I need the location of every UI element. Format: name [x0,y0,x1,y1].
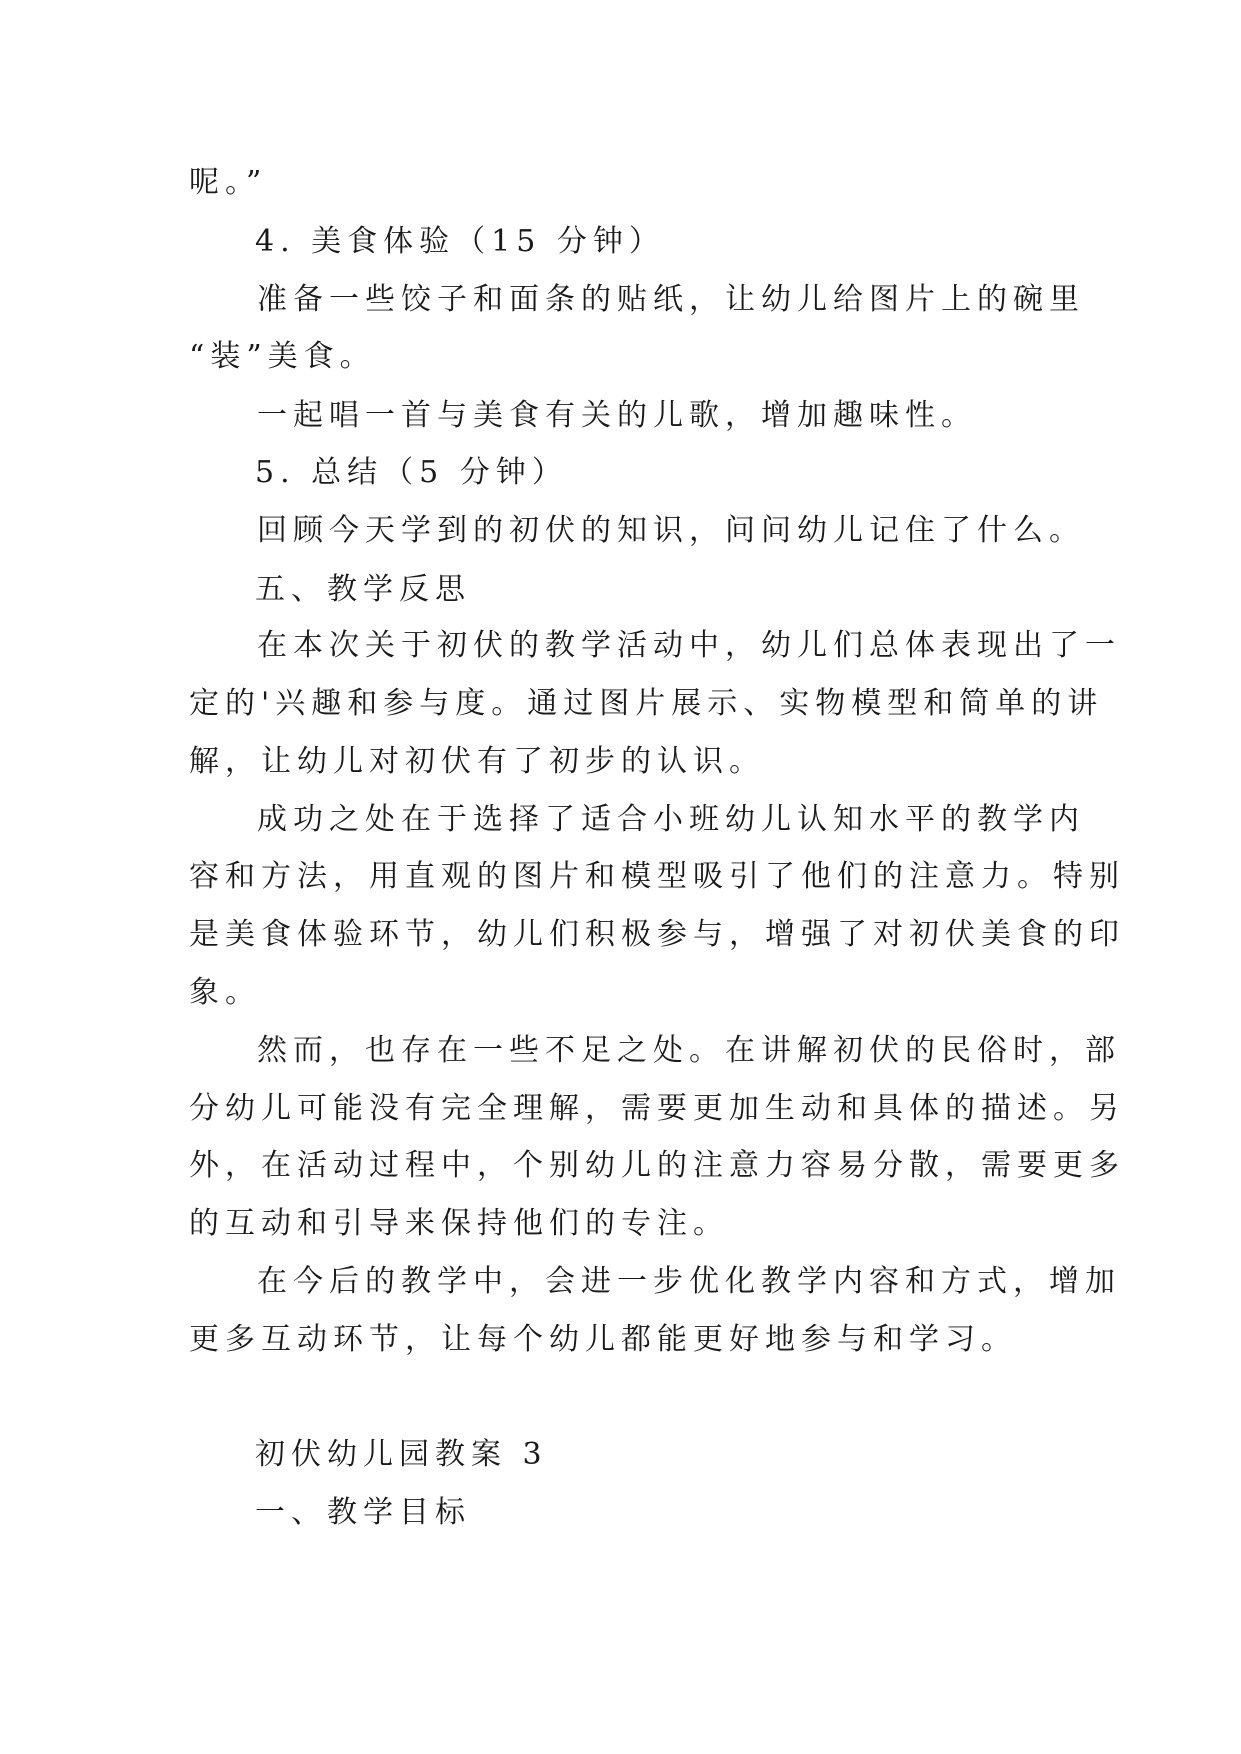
paragraph-text-line: 解，让幼儿对初伏有了初步的认识。 [189,744,765,779]
paragraph-text-line: 更多互动环节，让每个幼儿都能更好地参与和学习。 [189,1322,1017,1357]
paragraph-text-line: 是美食体验环节，幼儿们积极参与，增强了对初伏美食的印 [189,917,1125,952]
paragraph-text-line: 的互动和引导来保持他们的专注。 [189,1206,729,1241]
paragraph-text-line: 分幼儿可能没有完全理解，需要更加生动和具体的描述。另 [189,1091,1125,1126]
paragraph-text-line: 外，在活动过程中，个别幼儿的注意力容易分散，需要更多 [189,1148,1125,1183]
paragraph-text-line: 然而，也存在一些不足之处。在讲解初伏的民俗时，部 [257,1033,1121,1068]
section-heading-food-experience: 4. 美食体验（15 分钟） [255,224,665,259]
paragraph-text-line: 在本次关于初伏的教学活动中，幼儿们总体表现出了一 [257,628,1121,663]
paragraph-text-line: 定的'兴趣和参与度。通过图片展示、实物模型和简单的讲 [189,686,1104,721]
paragraph-text-line: 一起唱一首与美食有关的儿歌，增加趣味性。 [257,398,977,433]
section-heading-teaching-reflection: 五、教学反思 [255,572,471,607]
document-title-lesson-plan-3: 初伏幼儿园教案 3 [255,1437,548,1472]
section-heading-summary: 5. 总结（5 分钟） [255,455,568,490]
paragraph-text-line: 回顾今天学到的初伏的知识，问问幼儿记住了什么。 [257,513,1085,548]
paragraph-text-line: 呢。” [189,165,268,200]
paragraph-text-line: 象。 [189,975,261,1010]
paragraph-text-line: 成功之处在于选择了适合小班幼儿认知水平的教学内 [257,802,1085,837]
paragraph-text-line: “装”美食。 [189,339,376,374]
paragraph-text-line: 容和方法，用直观的图片和模型吸引了他们的注意力。特别 [189,859,1125,894]
paragraph-text-line: 在今后的教学中，会进一步优化教学内容和方式，增加 [257,1264,1121,1299]
section-heading-teaching-goals: 一、教学目标 [255,1495,471,1530]
paragraph-text-line: 准备一些饺子和面条的贴纸，让幼儿给图片上的碗里 [257,282,1085,317]
